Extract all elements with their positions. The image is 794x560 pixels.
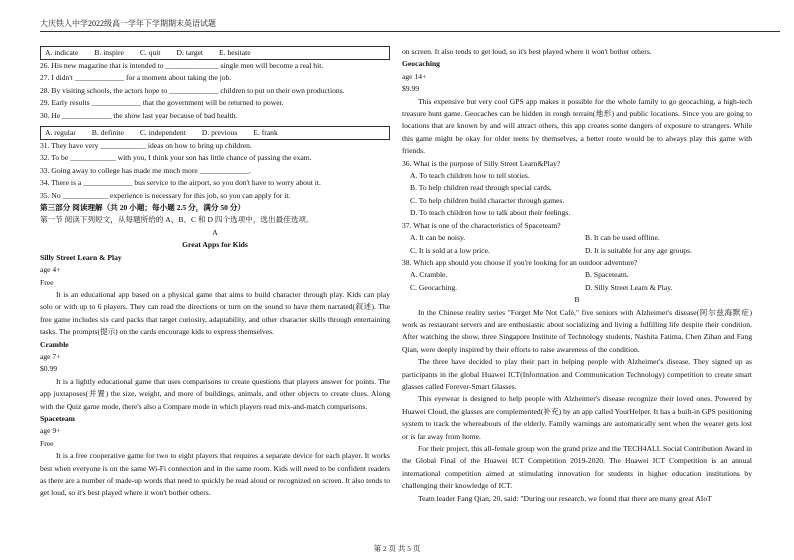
- question-36-option-a: A. To teach children how to tell stories.: [410, 171, 530, 181]
- question-35: 35. No ____________ experience is necessary for this job, so you can apply for it.: [40, 190, 291, 200]
- app2-name: Cramble: [40, 339, 69, 349]
- question-29: 29. Early results _____________ that the government will be returned to power.: [40, 98, 284, 108]
- word-option: A. regular: [45, 128, 76, 138]
- passage-b-paragraph-5: Team leader Fang Qian, 20, said: "During our research, we found that there are many great AIoT: [418, 493, 712, 503]
- question-37-option-a: A. It can be noisy.: [410, 233, 466, 243]
- question-36-option-b: B. To help children read through special cards.: [410, 183, 552, 193]
- app4-age: age 14+: [402, 71, 427, 81]
- question-38-option-c: C. Geocaching.: [410, 282, 458, 292]
- question-38-option-a: A. Cramble.: [410, 270, 448, 280]
- question-36-stem: 36. What is the purpose of Silly Street Learn&Play?: [402, 158, 561, 168]
- word-option: B. definite: [91, 128, 124, 138]
- question-38-option-d: D. Silly Street Learn & Play.: [585, 282, 673, 292]
- app2-price: $0.99: [40, 364, 58, 374]
- left-column: [40, 46, 390, 499]
- word-option: E. frank: [253, 128, 278, 138]
- page-header: 大庆铁人中学2022级高一学年下学期期末英语试题: [40, 18, 780, 32]
- app1-name: Silly Street Learn & Play: [40, 252, 122, 262]
- word-option: C. quit: [139, 48, 161, 57]
- question-38-option-b: B. Spaceteam.: [585, 270, 629, 280]
- app4-name: Geocaching: [402, 59, 440, 69]
- passage-b-paragraph-4: For their project, this all-female group won the grand prize and the TECH4ALL Social Contribution Award in the Global Final of the Huawei ICT Competition 2019-2020. The Huawei ICT Competition is an annual international competition aimed at stimulating innovation for students in higher education institutions by challenging their knowledge of ICT.: [402, 444, 752, 491]
- app2-description: It is a lightly educational game that uses comparisons to create questions that players answer for points. The app juxtaposes(并置) the size, weight, and more of buildings, animals, and other objects to create clues. Along with the Quiz game mode, there's also a Compare mode in which players read mix-and-match comparisons.: [40, 376, 390, 411]
- app2-age: age 7+: [40, 351, 61, 361]
- question-34: 34. There is a _____________ bus service to the airport, so you don't have to worry about it.: [40, 178, 321, 188]
- question-37-option-d: D. It is suitable for any age groups.: [585, 245, 692, 255]
- word-option: A. indicate: [45, 48, 79, 57]
- app3-age: age 9+: [40, 426, 61, 436]
- word-box-2: [40, 126, 390, 140]
- passage-b-paragraph-1: In the Chinese reality series "Forget Me Not Café," five seniors with Alzheimer's disease(阿尔兹海默症) work as restaurant servers and are enthusiastic about socializing and living a fulfilling life despite their condition. After watching the show, three Singapore Institute of Technology students, Nashita Fatima, Chen Zihan and Fang Qian, were deeply inspired by their efforts to raise awareness of the condition.: [402, 307, 752, 354]
- app1-price: Free: [40, 277, 54, 287]
- word-option: E. hesitate: [218, 48, 251, 57]
- app3-price: Free: [40, 438, 54, 448]
- app3-description: It is a free cooperative game for two to eight players that requires a separate device for each player. It works best when everyone is on the same Wi-Fi connection and in the same room. Kids will need to be confident readers as there are a number of made-up words that need to quickly be read aloud or recognized on screen. It also tends to get loud, so it's best played where it won't bother others.: [40, 451, 390, 498]
- app4-description: This expensive but very cool GPS app makes it possible for the whole family to go geocaching, a high-tech treasure hunt game. Geocaches can be hidden in rough terrain(地形) and public locations. Since you are going to locations that are known by and will attract others, this app creates some dangers of exposure to strangers. While this game might be okay for older teens by themselves, a better route would be to always play this game with friends.: [402, 96, 752, 156]
- question-36-option-c: C. To help children build character through games.: [410, 195, 565, 205]
- page-footer: 第 2 页 共 5 页: [373, 544, 421, 553]
- question-32: 32. To be ____________ with you, I think your son has little chance of passing the exam.: [40, 153, 312, 163]
- question-38-stem: 38. Which app should you choose if you're looking for an outdoor adventure?: [402, 257, 638, 267]
- app3-name: Spaceteam: [40, 413, 76, 423]
- question-37-option-c: C. It is sold at a low price.: [410, 245, 490, 255]
- question-28: 28. By visiting schools, the actors hope to _____________ children to put on their own productions.: [40, 85, 345, 95]
- app3-description-continued: on screen. It also tends to get loud, so it's best played where it won't bother others.: [402, 47, 652, 56]
- word-option: B. inspire: [94, 48, 124, 57]
- passage-a-title: Great Apps for Kids: [182, 240, 248, 250]
- app1-description: It is an educational app based on a physical game that aims to build character through play. Kids can play solo or with up to 6 players. They can read the directions or turn on the sound to have them narrated(叙述). The free game includes six card packs that target curiosity, adaptability, and other character skills through entertaining tasks. The prompts(提示) on the cards encourage kids to express themselves.: [40, 289, 390, 337]
- question-37-options-row1: [402, 232, 752, 244]
- passage-b-letter: B: [574, 295, 580, 305]
- question-38-options-row2: [402, 282, 752, 294]
- app4-price: $9.99: [402, 84, 420, 94]
- word-box-1: [40, 46, 390, 60]
- app1-age: age 4+: [40, 265, 61, 275]
- word-option: D. target: [176, 48, 203, 57]
- question-30: 30. He _____________ the show last year because of bad health.: [40, 110, 238, 120]
- word-option: D. previous: [201, 128, 238, 138]
- word-option: C. independent: [139, 128, 186, 138]
- question-38-options-row1: [402, 269, 752, 281]
- question-27: 27. I didn't _____________ for a moment about taking the job.: [40, 73, 232, 83]
- passage-b-paragraph-3: This eyewear is designed to help people with Alzheimer's disease recognize their loved ones. Powered by Huawei Cloud, the glasses are complemented(补充) by an app called YourHelper. It has a built-in GPS positioning system to track the whereabouts of the elderly. Family warnings are automatically sent when the wearer gets lost or is far away from home.: [402, 394, 752, 441]
- passage-b-paragraph-2: The three have decided to play their part in helping people with Alzheimer's disease. They signed up as participants in the global Huawei ICT(Information and Communication Technology) competition to create smart glasses called Forever-Smart Glasses.: [402, 357, 752, 391]
- question-37-options-row2: [402, 245, 752, 257]
- question-26: 26. His new magazine that is intended to ______________ single men will become a real hit.: [40, 61, 324, 70]
- question-33: 33. Going away to college has made me much more _____________.: [40, 165, 251, 175]
- question-31: 31. They have very ____________ ideas on how to bring up children.: [40, 141, 252, 151]
- part3-heading: 第三部分 阅读理解（共 20 小题；每小题 2.5 分，满分 50 分）: [40, 203, 246, 213]
- right-column: [402, 46, 752, 505]
- passage-a-letter: A: [212, 227, 218, 237]
- question-37-stem: 37. What is one of the characteristics of Spaceteam?: [402, 220, 561, 230]
- question-36-option-d: D. To teach children how to talk about their feelings.: [410, 208, 571, 218]
- section1-instructions: 第一节 阅读下列短文，从每题所给的 A、B、C 和 D 四个选项中，选出最佳选项。: [40, 215, 314, 225]
- question-37-option-b: B. It can be used offline.: [585, 233, 660, 243]
